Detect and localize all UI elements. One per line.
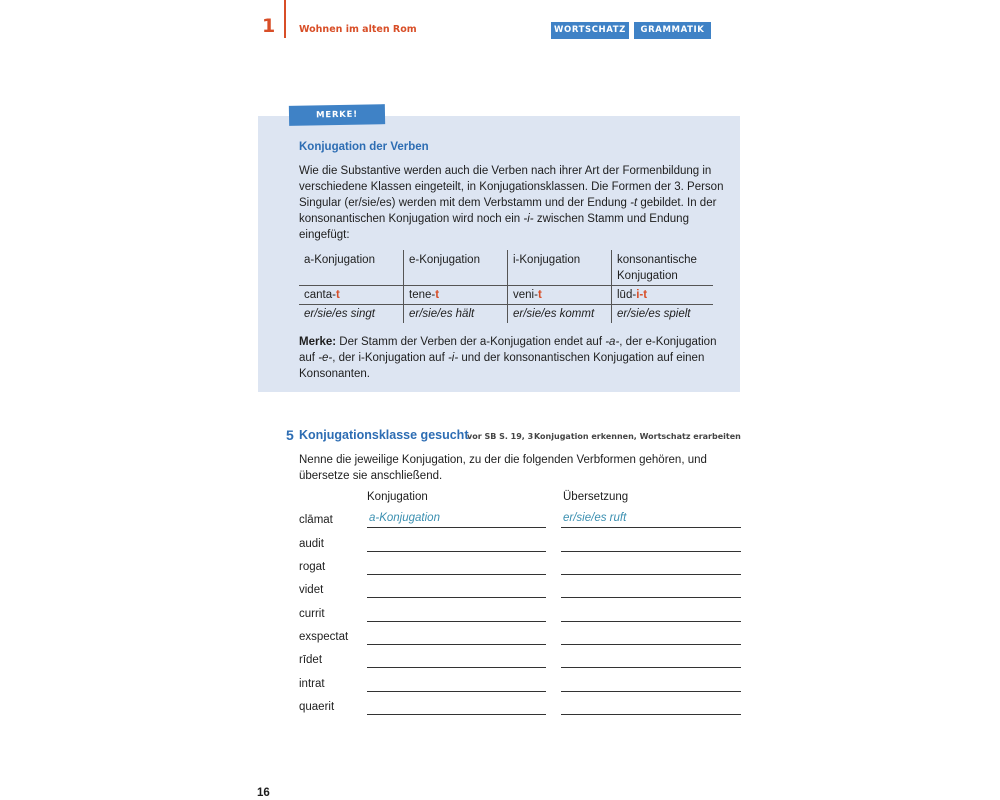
verb-stem: lūd- <box>617 289 637 301</box>
merke-intro-emphasis: -t <box>630 197 638 209</box>
conjugation-answer-line[interactable] <box>367 714 546 715</box>
verb-form: rogat <box>299 561 326 573</box>
verb-form: audit <box>299 538 324 550</box>
table-header-cell: e-Konjugation <box>404 250 508 286</box>
exercise-row <box>299 652 741 672</box>
merke-rule-part: Der Stamm der Verben der a-Konjugation endet auf <box>336 336 606 348</box>
table-header-cell: a-Konjugation <box>304 254 375 266</box>
exercise-row <box>299 582 741 602</box>
merke-rule-part: und der konsonantischen Konjugation auf einen Konsonanten. <box>299 352 705 380</box>
conjugation-answer-line[interactable] <box>367 597 546 598</box>
conjugation-answer-line[interactable] <box>367 644 546 645</box>
merke-rule-part: , der e-Konjugation auf <box>299 336 717 364</box>
verb-stem: veni- <box>513 289 538 301</box>
verb-form: rīdet <box>299 654 323 666</box>
conjugation-table-header-row <box>299 250 713 286</box>
exercise-row <box>299 559 741 579</box>
verb-ending: t <box>537 289 542 301</box>
task-instruction: Nenne die jeweilige Konjugation, zu der die folgenden Verbformen gehören, und übersetze sie anschließend. <box>299 454 707 482</box>
table-translation-cell: er/sie/es spielt <box>612 305 714 324</box>
table-translation-cell: er/sie/es kommt <box>508 305 612 324</box>
conjugation-answer: a-Konjugation <box>369 512 440 524</box>
merke-intro <box>299 163 729 243</box>
table-form-cell <box>612 286 714 305</box>
verb-form: clāmat <box>299 514 333 526</box>
translation-answer-line[interactable] <box>561 527 741 528</box>
task-reference: vor SB S. 19, 3 <box>467 432 534 441</box>
conjugation-answer-line[interactable] <box>367 621 546 622</box>
merke-rule-label: Merke: <box>299 336 337 348</box>
task-skills: Konjugation erkennen, Wortschatz erarbeiten <box>534 432 741 441</box>
verb-stem: tene- <box>409 289 436 301</box>
conjugation-answer-line[interactable] <box>367 551 546 552</box>
table-form-cell <box>508 286 612 305</box>
verb-stem: canta- <box>304 289 336 301</box>
tag-grammatik: GRAMMATIK <box>634 22 711 39</box>
table-form-cell <box>404 286 508 305</box>
table-translation-cell: er/sie/es singt <box>299 305 404 324</box>
task-title: Konjugationsklasse gesucht <box>299 428 469 442</box>
table-header-cell: i-Konjugation <box>508 250 612 286</box>
merke-intro-emphasis: -i- <box>523 213 534 225</box>
verb-form: quaerit <box>299 701 335 713</box>
translation-answer-line[interactable] <box>561 691 741 692</box>
merke-rule <box>299 334 729 382</box>
conjugation-answer-line[interactable] <box>367 667 546 668</box>
verb-form: exspectat <box>299 631 349 643</box>
verb-form: videt <box>299 584 324 596</box>
merke-heading: Konjugation der Verben <box>299 141 429 153</box>
translation-answer-line[interactable] <box>561 551 741 552</box>
verb-form: intrat <box>299 678 325 690</box>
conjugation-table-translation-row <box>299 305 713 324</box>
translation-answer-line[interactable] <box>561 597 741 598</box>
chapter-title: Wohnen im alten Rom <box>299 24 417 35</box>
exercise-row <box>299 676 741 696</box>
task-number: 5 <box>286 427 294 443</box>
conjugation-answer-line[interactable] <box>367 574 546 575</box>
conjugation-table <box>299 250 713 323</box>
translation-answer-line[interactable] <box>561 621 741 622</box>
translation-answer: er/sie/es ruft <box>563 512 627 524</box>
table-header-cell: konsonantische Konjugation <box>612 250 714 286</box>
column-header-translation: Übersetzung <box>563 491 629 503</box>
exercise-row <box>299 536 741 556</box>
conjugation-answer-line[interactable] <box>367 691 546 692</box>
merke-intro-part: zwischen Stamm und Endung eingefügt: <box>299 213 689 241</box>
verb-ending: t <box>435 289 440 301</box>
column-header-conjugation: Konjugation <box>367 491 428 503</box>
translation-answer-line[interactable] <box>561 644 741 645</box>
merke-rule-emphasis: -a- <box>605 336 620 348</box>
table-form-cell <box>299 286 404 305</box>
translation-answer-line[interactable] <box>561 574 741 575</box>
merke-rule-emphasis: -e- <box>318 352 333 364</box>
exercise-row <box>299 606 741 626</box>
merke-tab: MERKE! <box>289 104 385 126</box>
exercise-row <box>299 699 741 719</box>
verb-form: currit <box>299 608 325 620</box>
exercise-row <box>299 629 741 649</box>
table-translation-cell: er/sie/es hält <box>404 305 508 324</box>
header-divider <box>284 0 286 38</box>
page-number: 16 <box>257 787 270 799</box>
chapter-number: 1 <box>262 15 276 37</box>
verb-ending: i-t <box>636 289 648 301</box>
translation-answer-line[interactable] <box>561 714 741 715</box>
merke-intro-part: Wie die Substantive werden auch die Verben nach ihrer Art der Formenbildung in verschiedene Klassen eingeteilt, in Konjugationsklassen. Die Formen der 3. Person Singular (er/sie/es) werden mit dem Verbstamm und der Endung <box>299 165 724 209</box>
merke-intro-part: gebildet. In der konsonantischen Konjugation wird noch ein <box>299 197 717 225</box>
merke-rule-emphasis: -i- <box>447 352 459 364</box>
tag-wortschatz: WORTSCHATZ <box>551 22 629 39</box>
exercise-row <box>299 512 741 532</box>
merke-rule-part: , der i-Konjugation auf <box>332 352 448 364</box>
conjugation-answer-line[interactable] <box>367 527 546 528</box>
verb-ending: t <box>335 289 340 301</box>
conjugation-table-forms-row <box>299 286 713 305</box>
translation-answer-line[interactable] <box>561 667 741 668</box>
